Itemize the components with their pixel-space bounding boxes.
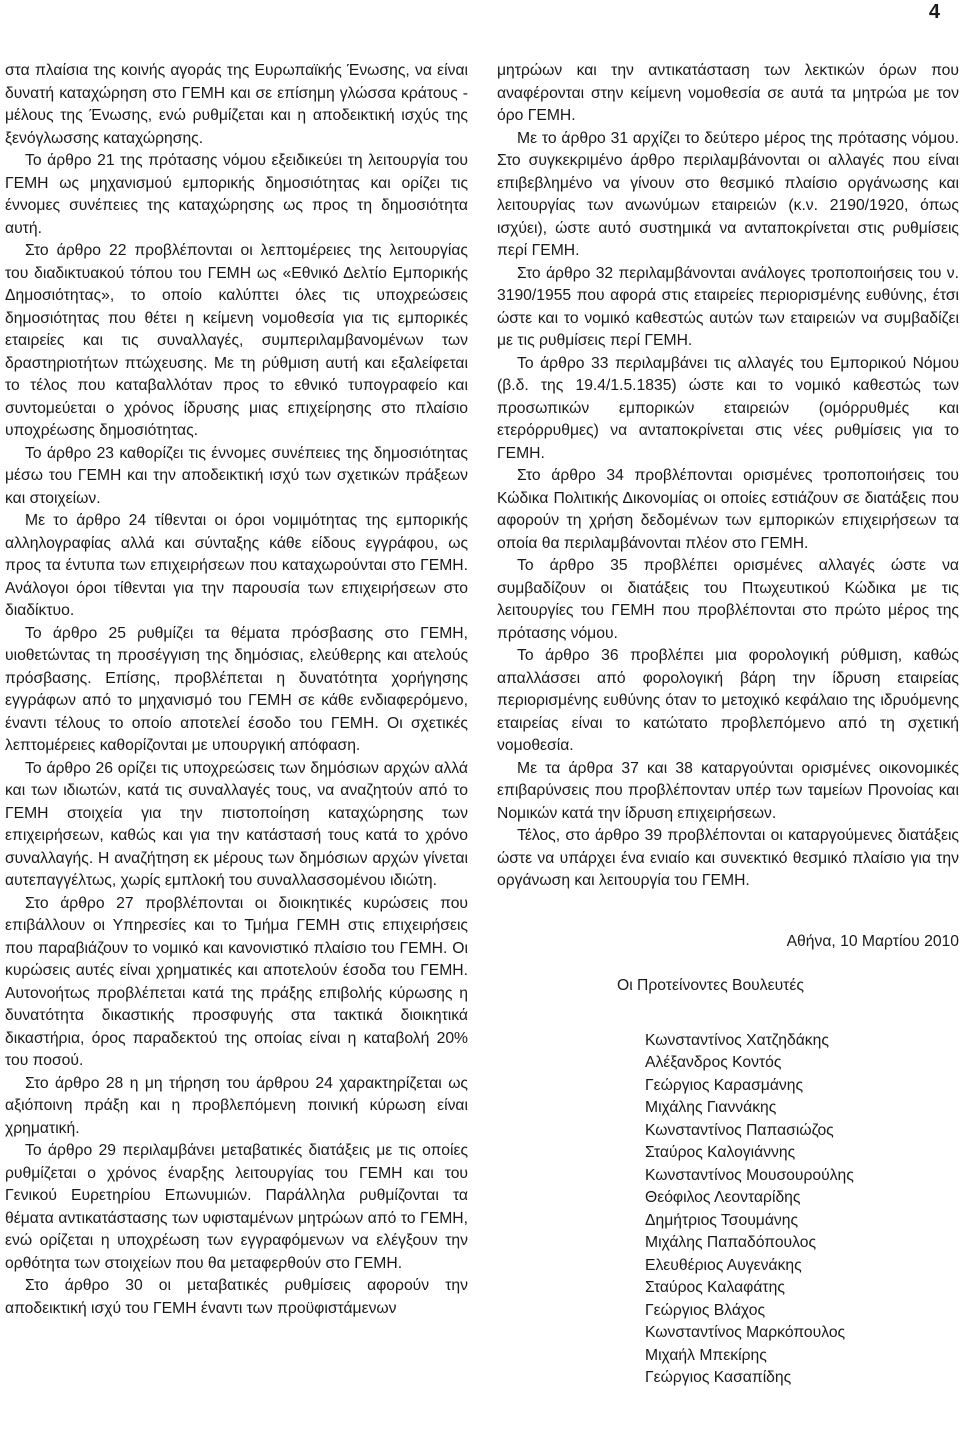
paragraph: Το άρθρο 29 περιλαμβάνει μεταβατικές διατάξεις με τις οποίες ρυθμίζεται ο χρόνος έναρξης λειτουργίας του ΓΕΜΗ και του Γενικού Ευρετηρίου Επωνυμιών. Παράλληλα ρυθμίζονται τα θέματα αντικατάστασης των υφισταμένων μητρώων από το ΓΕΜΗ, ενώ ορίζεται η υποχρέωση των εγγραφόμενων να ελέγξουν την ορθότητα των στοιχείων που θα μεταφερθούν στο ΓΕΜΗ. xyxy=(5,1142,468,1272)
paragraph: Στο άρθρο 34 προβλέπονται ορισμένες τροποποιήσεις του Κώδικα Πολιτικής Δικονομίας οι οποίες εστιάζουν σε διατάξεις που αφορούν τη χρήση δεδομένων των εμπορικών επιχειρήσεων τα οποία θα περιλαμβάνονται πλέον στο ΓΕΜΗ. xyxy=(497,467,959,552)
signer-name: Κωνσταντίνος Μαρκόπουλος xyxy=(645,1324,846,1341)
signers-list xyxy=(497,1030,959,1390)
paragraph: Το άρθρο 36 προβλέπει μια φορολογική ρύθμιση, καθώς απαλλάσσει από φορολογική βάρη την ίδρυση εταιρείας περιορισμένης ευθύνης όταν το μετοχικό κεφάλαιο της ιδρυόμενης εταιρείας είναι το κατώτατο προβλεπόμενο από τη σχετική νομοθεσία. xyxy=(497,647,959,754)
paragraph: Τέλος, στο άρθρο 39 προβλέπονται οι καταργούμενες διατάξεις ώστε να υπάρχει ένα ενιαίο και συνεκτικό θεσμικό πλαίσιο για την οργάνωση και λειτουργία του ΓΕΜΗ. xyxy=(497,827,959,889)
paragraph: Στο άρθρο 32 περιλαμβάνονται ανάλογες τροποποιήσεις του ν. 3190/1955 που αφορά στις εταιρείες περιορισμένης ευθύνης, έτσι ώστε και το νομικό καθεστώς αυτών των εταιρειών να συμβαδίζει με τις ρυθμίσεις περί ΓΕΜΗ. xyxy=(497,264,959,349)
signer-name: Γεώργιος Βλάχος xyxy=(645,1301,766,1319)
paragraph: Το άρθρο 25 ρυθμίζει τα θέματα πρόσβασης στο ΓΕΜΗ, υιοθετώντας τη προσέγγιση της δημόσιας, ελεύθερης και ατελούς πρόσβασης. Επίσης, προβλέπεται η δυνατότητα χορήγησης εγγράφων από το μηχανισμό του ΓΕΜΗ σε κάθε ενδιαφερόμενο, έναντι τέλους το οποίο αποτελεί έσοδο του ΓΕΜΗ. Οι σχετικές λεπτομέρειες καθορίζονται με υπουργική απόφαση. xyxy=(5,624,468,754)
signer-name: Ελευθέριος Αυγενάκης xyxy=(645,1256,802,1274)
date-line: Αθήνα, 10 Μαρτίου 2010 xyxy=(786,932,959,950)
paragraph: Το άρθρο 23 καθορίζει τις έννομες συνέπειες της δημοσιότητας μέσω του ΓΕΜΗ και την αποδεικτική ισχύ των σχετικών πράξεων και στοιχείων. xyxy=(5,444,468,507)
paragraph: μητρώων και την αντικατάσταση των λεκτικών όρων που αναφέρονται στην κείμενη νομοθεσία σε αυτά τα μητρώα με τον όρο ΓΕΜΗ. xyxy=(497,62,959,124)
right-column xyxy=(497,60,959,1390)
paragraph: Στο άρθρο 30 οι μεταβατικές ρυθμίσεις αφορούν την αποδεικτική ισχύ του ΓΕΜΗ έναντι των προϋφιστάμενων xyxy=(5,1277,468,1317)
left-column xyxy=(5,60,468,1320)
paragraph: Στο άρθρο 28 η μη τήρηση του άρθρου 24 χαρακτηρίζεται ως αξιόποινη πράξη και η προβλεπόμενη ποινική κύρωση είναι χρηματική. xyxy=(5,1074,468,1137)
paragraph: Στο άρθρο 22 προβλέπονται οι λεπτομέρειες της λειτουργίας του διαδικτυακού τόπου του ΓΕΜΗ ως «Εθνικό Δελτίο Εμπορικής Δημοσιότητας», το οποίο καλύπτει όλες τις υποχρεώσεις δημοσιότητας που θέτει η κείμενη νομοθεσία για τις εμπορικές εταιρείες και τις συναλλαγές, συμπεριλαμβανομένων των δραστηριοτήτων πτώχευσης. Με τη ρύθμιση αυτή και εξαλείφεται το τέλος που καταβαλλόταν προς το εθνικό τυπογραφείο και συντομεύεται ο χρόνος ίδρυσης μιας επιχείρησης στο πλαίσιο υποχρέωσης δημοσιότητας. xyxy=(5,242,468,439)
signer-name: Γεώργιος Καρασμάνης xyxy=(645,1076,804,1094)
signer-name: Μιχάλης Παπαδόπουλος xyxy=(645,1234,817,1251)
paragraph: Το άρθρο 35 προβλέπει ορισμένες αλλαγές ώστε να συμβαδίζουν οι διατάξεις του Πτωχευτικού Κώδικα με τις λειτουργίες του ΓΕΜΗ που προβλέπονται στο πρώτο μέρος της πρότασης νόμου. xyxy=(497,557,959,642)
signer-name: Αλέξανδρος Κοντός xyxy=(645,1054,782,1071)
signer-name: Κωνσταντίνος Χατζηδάκης xyxy=(645,1031,829,1049)
paragraph: Το άρθρο 21 της πρότασης νόμου εξειδικεύει τη λειτουργία του ΓΕΜΗ ως μηχανισμού εμπορικής δημοσιότητας και ορίζει τις έννομες συνέπειες της καταχώρησης ως προς τη δημοσιότητα αυτή. xyxy=(5,152,468,237)
paragraph: Με τα άρθρα 37 και 38 καταργούνται ορισμένες οικονομικές επιβαρύνσεις που προβλέπονταν υπέρ των ταμείων Προνοίας και Νομικών κατά την ίδρυση επιχειρήσεων. xyxy=(497,759,959,822)
signer-name: Σταύρος Καλογιάννης xyxy=(645,1144,796,1161)
signer-name: Μιχάλης Γιαννάκης xyxy=(645,1099,777,1116)
paragraph: Με το άρθρο 24 τίθενται οι όροι νομιμότητας της εμπορικής αλληλογραφίας αλλά και σύνταξης κάθε είδους εγγράφου, ως προς τα έντυπα των επιχειρήσεων που καταχωρούνται στο ΓΕΜΗ. Ανάλογοι όροι τίθενται για την παρουσία των επιχειρήσεων στο διαδίκτυο. xyxy=(5,512,468,619)
signer-name: Μιχαήλ Μπεκίρης xyxy=(645,1346,767,1364)
signer-name: Θεόφιλος Λεονταρίδης xyxy=(645,1189,801,1206)
paragraph: Με το άρθρο 31 αρχίζει το δεύτερο μέρος της πρότασης νόμου. Στο συγκεκριμένο άρθρο περιλαμβάνονται οι αλλαγές που είναι επιβεβλημένο να γίνουν στο θεσμικό πλαίσιο οργάνωσης και λειτουργίας των ανωνύμων εταιρειών (κ.ν. 2190/1920, όπως ισχύει), ώστε αυτό συστημικά να ανταποκρίνεται στις ρυθμίσεις περί ΓΕΜΗ. xyxy=(497,129,959,259)
signer-name: Κωνσταντίνος Παπασιώζος xyxy=(645,1121,834,1139)
paragraph: Στο άρθρο 27 προβλέπονται οι διοικητικές κυρώσεις που επιβάλλουν οι Υπηρεσίες και το Τμήμα ΓΕΜΗ στις επιχειρήσεις που παραβιάζουν το νομικό και κανονιστικό πλαίσιο του ΓΕΜΗ. Οι κυρώσεις αυτές είναι χρηματικές και αποτελούν έσοδα του ΓΕΜΗ. Αυτονοήτως προβλέπεται κατά της πράξης επιβολής κύρωσης η δυνατότητα δικαστικής προσφυγής στα τακτικά διοικητικά δικαστήρια, όρος παραδεκτού της οποίας είναι η καταβολή 20% του ποσού. xyxy=(5,894,468,1069)
paragraph: Το άρθρο 26 ορίζει τις υποχρεώσεις των δημόσιων αρχών αλλά και των ιδιωτών, κατά τις συναλλαγές τους, να αναζητούν από το ΓΕΜΗ στοιχεία για την πιστοποίηση καταχώρησης των επιχειρήσεων, καθώς και για την κατάστασή τους κατά το χρόνο συναλλαγής. Η αναζήτηση εκ μέρους των δημόσιων αρχών γίνεται αυτεπαγγέλτως, χωρίς εμπλοκή του συναλλασσομένου ιδιώτη. xyxy=(5,759,468,889)
signer-name: Γεώργιος Κασαπίδης xyxy=(645,1369,792,1386)
page-number: 4 xyxy=(928,1,940,23)
signer-name: Κωνσταντίνος Μουσουρούλης xyxy=(645,1166,854,1184)
paragraph: στα πλαίσια της κοινής αγοράς της Ευρωπαϊκής Ένωσης, να είναι δυνατή καταχώρηση στο ΓΕΜΗ και σε επίσημη γλώσσα κράτους - μέλους της Ένωσης, ενώ ρυθμίζεται και η αποδεικτική ισχύς της ξενόγλωσσης καταχώρησης. xyxy=(5,62,468,147)
signers-title: Οι Προτείνοντες Βουλευτές xyxy=(617,977,804,994)
signer-name: Σταύρος Καλαφάτης xyxy=(645,1279,785,1296)
signer-name: Δημήτριος Τσουμάνης xyxy=(645,1211,799,1229)
paragraph: Το άρθρο 33 περιλαμβάνει τις αλλαγές του Εμπορικού Νόμου (β.δ. της 19.4/1.5.1835) ώστε και το νομικό καθεστώς των προσωπικών εμπορικών εταιρειών (ομόρρυθμές και ετερόρρυθμες) να ανταποκρίνεται στις νέες ρυθμίσεις για το ΓΕΜΗ. xyxy=(497,354,959,462)
